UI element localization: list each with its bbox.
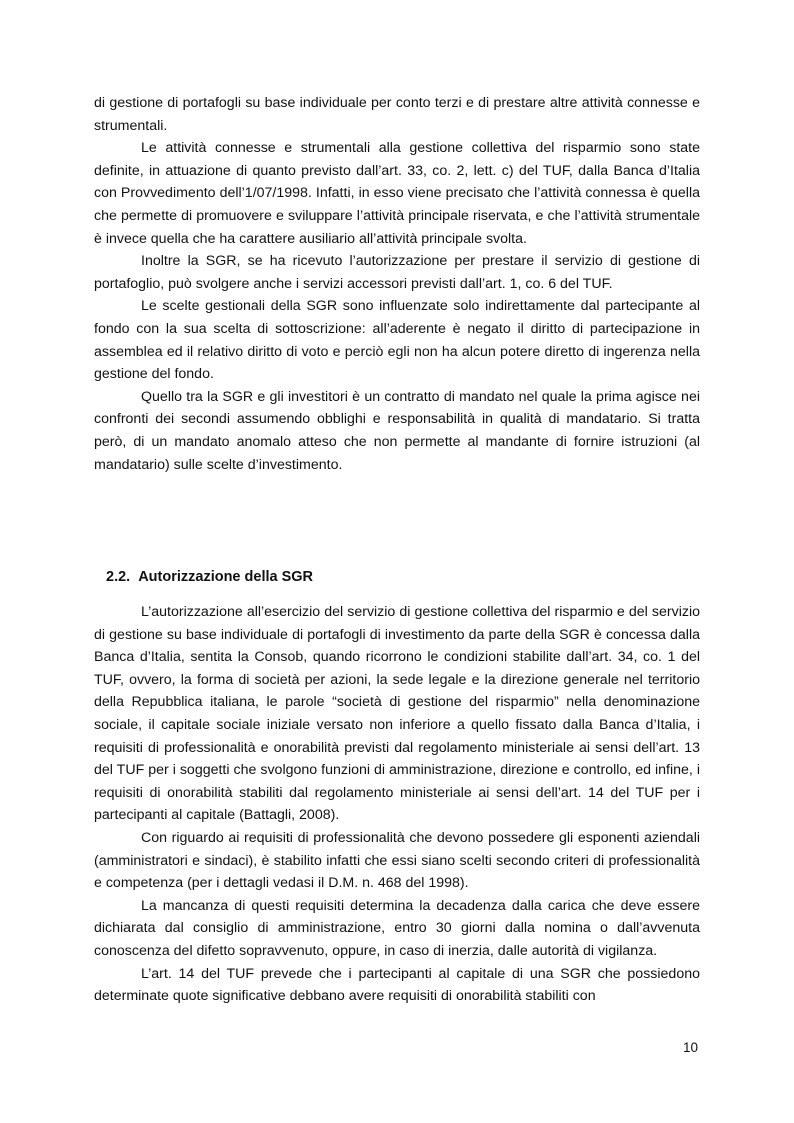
paragraph-decadenza: La mancanza di questi requisiti determina la decadenza dalla carica che deve essere dichiarata dal consiglio di amministrazione, entro 30 giorni dalla nomina o dall’avvenuta conoscenza del difetto sopravvenuto, oppure, in caso di inerzia, dalle autorità di vigilanza. bbox=[94, 897, 700, 959]
paragraph-autorizzazione: L’autorizzazione all’esercizio del servizio di gestione collettiva del risparmio e del servizio di gestione su base individuale di portafogli di investimento da parte della SGR è concessa dalla Banca d’Italia, sentita la Consob, quando ricorrono le condizioni stabilite dall’art. 34, co. 1 del TUF, ovvero, la forma di società per azioni, la sede legale e la direzione generale nel territorio della Repubblica italiana, le parole “società di gestione del risparmio” nella denominazione sociale, il capitale sociale iniziale versato non inferiore a quello fissato dalla Banca d’Italia, i requisiti di professionalità e onorabilità previsti dal regolamento ministeriale ai sensi dell’art. 13 del TUF per i soggetti che svolgono funzioni di amministrazione, direzione e controllo, ed infine, i requisiti di onorabilità stabiliti dal regolamento ministeriale ai sensi dell’art. 14 del TUF per i partecipanti al capitale (Battagli, 2008). bbox=[94, 604, 700, 824]
paragraph-servizi-accessori: Inoltre la SGR, se ha ricevuto l’autorizzazione per prestare il servizio di gestione di portafoglio, può svolgere anche i servizi accessori previsti dall’art. 1, co. 6 del TUF. bbox=[94, 253, 700, 292]
paragraph-scelte-gestionali: Le scelte gestionali della SGR sono influenzate solo indirettamente dal partecipante al fondo con la sua scelta di sottoscrizione: all’aderente è negato il diritto di partecipazione in assemblea ed il relativo diritto di voto e perciò egli non ha alcun potere diretto di ingerenza nella gestione del fondo. bbox=[94, 298, 700, 383]
paragraph-contratto-mandato: Quello tra la SGR e gli investitori è un contratto di mandato nel quale la prima agisce nei confronti dei secondi assumendo obblighi e responsabilità in qualità di mandatario. Si tratta però, di un mandato anomalo atteso che non permette al mandante di fornire istruzioni (al mandatario) sulle scelte d’investimento. bbox=[94, 388, 700, 473]
paragraph-attivita-connesse: Le attività connesse e strumentali alla gestione collettiva del risparmio sono state definite, in attuazione di quanto previsto dall’art. 33, co. 2, lett. c) del TUF, dalla Banca d’Italia con Provvedimento dell’1/07/1998. Infatti, in esso viene precisato che l’attività connessa è quella che permette di promuovere e sviluppare l’attività principale riservata, e che l’attività strumentale è invece quella che ha carattere ausiliario all’attività principale svolta. bbox=[94, 140, 700, 247]
section-2-body bbox=[94, 601, 700, 1008]
section-heading bbox=[106, 566, 313, 588]
paragraph-continuation: di gestione di portafogli su base individuale per conto terzi e di prestare altre attività connesse e strumentali. bbox=[94, 95, 700, 134]
section-number: 2.2. bbox=[106, 569, 131, 585]
paragraph-requisiti-professionalita: Con riguardo ai requisiti di professionalità che devono possedere gli esponenti aziendali (amministratori e sindaci), è stabilito infatti che essi siano scelti secondo criteri di professionalità e competenza (per i dettagli vedasi il D.M. n. 468 del 1998). bbox=[94, 829, 700, 892]
page-number: 10 bbox=[683, 1040, 699, 1055]
paragraph-art-14: L’art. 14 del TUF prevede che i partecipanti al capitale di una SGR che possiedono determinate quote significative debbano avere requisiti di onorabilità stabiliti con bbox=[94, 965, 700, 1005]
section-1-body bbox=[94, 92, 700, 476]
section-title: Autorizzazione della SGR bbox=[138, 569, 314, 585]
